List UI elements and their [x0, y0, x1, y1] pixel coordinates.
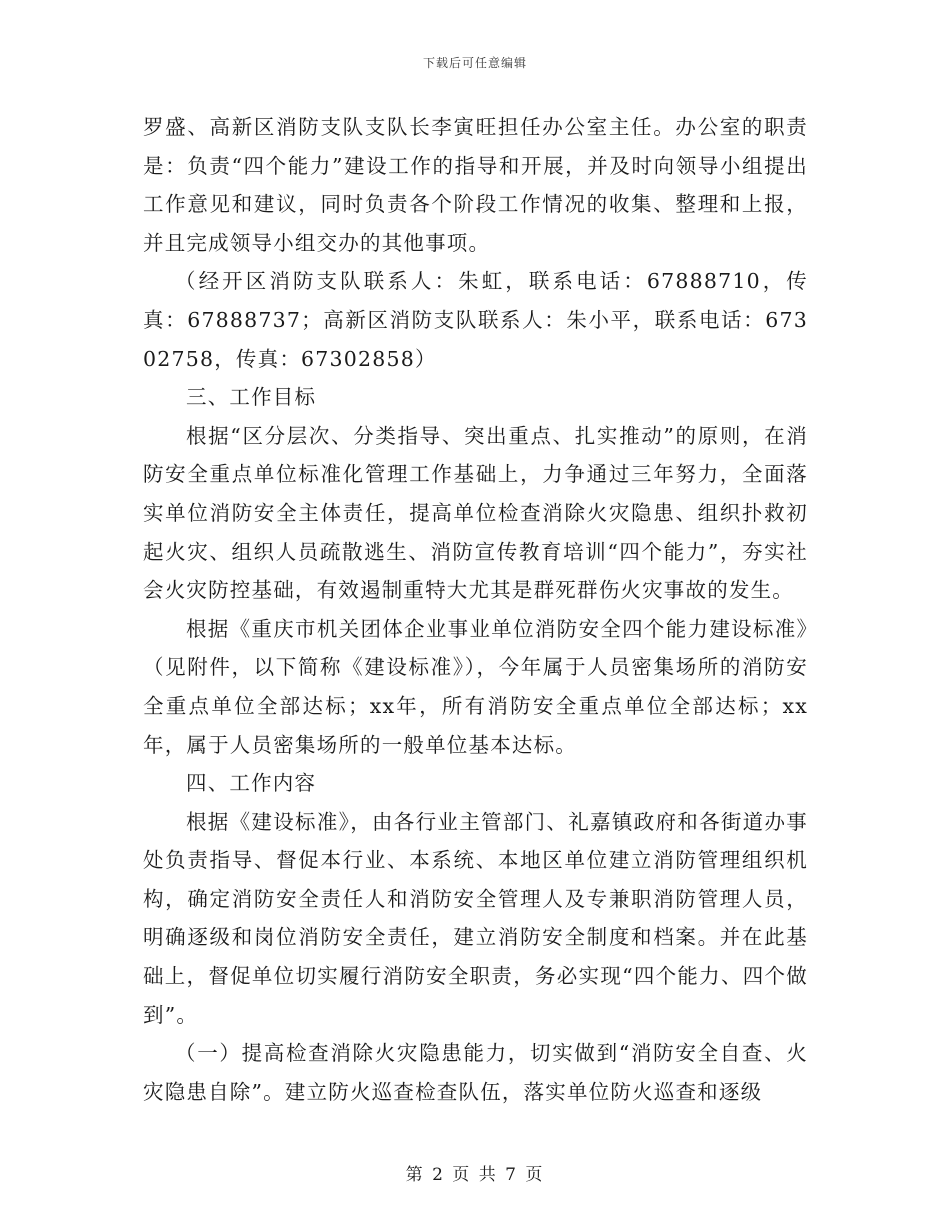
footer-total-pages: 7 [505, 1165, 518, 1185]
paragraph-4: 根据“区分层次、分类指导、突出重点、扎实推动”的原则，在消防安全重点单位标准化管理工作基础上，力争通过三年努力，全面落实单位消防安全主体责任，提高单位检查消除火灾隐患、组织扑救初起火灾、组织人员疏散逃生、消防宣传教育培训“四个能力”，夯实社会火灾防控基础，有效遏制重特大尤其是群死群伤火灾事故的发生。 [143, 423, 808, 603]
paragraph-5: 根据《重庆市机关团体企业事业单位消防安全四个能力建设标准》（见附件，以下简称《建设标准》），今年属于人员密集场所的消防安全重点单位全部达标；xx年，所有消防安全重点单位全部达标；xx年，属于人员密集场所的一般单位基本达标。 [143, 616, 808, 757]
footer-current-page: 2 [432, 1165, 445, 1185]
footer-suffix: 页 [525, 1165, 545, 1185]
document-body [143, 108, 808, 1111]
paragraph-2: （经开区消防支队联系人：朱虹，联系电话：67888710，传真：67888737；高新区消防支队联系人：朱小平，联系电话：67302758，传真：67302858） [143, 269, 808, 371]
paragraph-7: 根据《建设标准》，由各行业主管部门、礼嘉镇政府和各街道办事处负责指导、督促本行业、本系统、本地区单位建立消防管理组织机构，确定消防安全责任人和消防安全管理人及专兼职消防管理人员，明确逐级和岗位消防安全责任，建立消防安全制度和档案。并在此基础上，督促单位切实履行消防安全职责，务必实现“四个能力、四个做到”。 [143, 809, 808, 1027]
footer-prefix: 第 [405, 1165, 425, 1185]
section-heading-3: 三、工作目标 [186, 385, 317, 410]
section-heading-4: 四、工作内容 [186, 771, 317, 796]
paragraph-8: （一）提高检查消除火灾隐患能力，切实做到“消防安全自查、火灾隐患自除”。建立防火巡查检查队伍，落实单位防火巡查和逐级 [143, 1041, 808, 1104]
footer-middle: 页 共 [452, 1165, 498, 1185]
page-footer [0, 1160, 950, 1185]
paragraph-1: 罗盛、高新区消防支队支队长李寅旺担任办公室主任。办公室的职责是：负责“四个能力”建设工作的指导和开展，并及时向领导小组提出工作意见和建议，同时负责各个阶段工作情况的收集、整理和上报，并且完成领导小组交办的其他事项。 [143, 115, 808, 255]
header-note: 下载后可任意编辑 [422, 56, 527, 70]
